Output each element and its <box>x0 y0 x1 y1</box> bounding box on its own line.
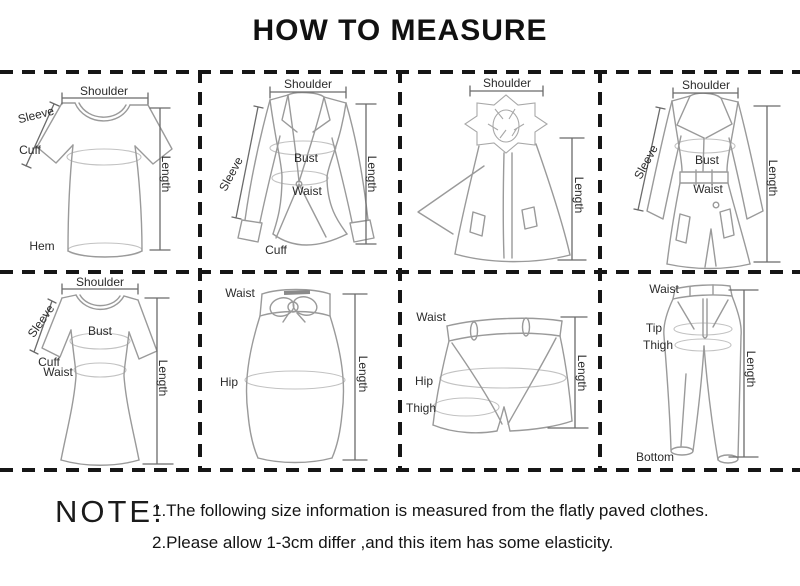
label-length: Length <box>156 359 170 397</box>
panel-trench-coat <box>600 74 800 270</box>
waistband-slot <box>284 292 310 293</box>
label-cuff: Cuff <box>19 143 41 157</box>
label-length: Length <box>356 355 370 393</box>
bust-waist-guides <box>70 333 130 377</box>
label-waist: Waist <box>416 310 446 324</box>
label-tip: Tip <box>645 321 663 335</box>
label-shoulder: Shoulder <box>75 275 125 289</box>
measure-lines <box>631 88 780 262</box>
fur-coat-illustration <box>400 74 600 270</box>
skirt-outline <box>247 290 344 463</box>
label-length: Length <box>744 350 758 388</box>
dress-illustration <box>0 274 200 470</box>
label-cuff: Cuff <box>265 243 287 257</box>
t-shirt-outline <box>37 103 172 257</box>
label-shoulder: Shoulder <box>681 78 731 92</box>
label-bust: Bust <box>694 153 720 167</box>
label-waist: Waist <box>292 184 322 198</box>
label-length: Length <box>575 354 589 392</box>
measure-lines <box>470 86 586 260</box>
label-length: Length <box>572 176 586 214</box>
label-hip: Hip <box>414 374 434 388</box>
label-shoulder: Shoulder <box>482 76 532 90</box>
label-waist: Waist <box>225 286 255 300</box>
fur-collar <box>465 95 547 153</box>
coat-outline <box>647 93 763 268</box>
label-bust: Bust <box>293 151 319 165</box>
label-sleeve: Sleeve <box>16 103 56 127</box>
pants-outline <box>664 285 741 463</box>
label-waist: Waist <box>43 365 73 379</box>
label-thigh: Thigh <box>642 338 674 352</box>
panel-skirt <box>200 274 400 470</box>
label-sleeve: Sleeve <box>24 301 58 341</box>
label-sleeve: Sleeve <box>631 142 661 182</box>
panel-t-shirt <box>0 74 200 270</box>
hip-guide <box>245 371 345 389</box>
panel-fur-collar-coat <box>400 74 600 270</box>
panel-blazer <box>200 74 400 270</box>
label-shoulder: Shoulder <box>283 77 333 91</box>
panel-pants <box>600 274 800 470</box>
pants-illustration <box>600 274 800 470</box>
label-hip: Hip <box>219 375 239 389</box>
label-sleeve: Sleeve <box>216 154 246 194</box>
label-bottom: Bottom <box>635 450 675 464</box>
note-heading: NOTE: <box>55 494 165 529</box>
label-thigh: Thigh <box>405 401 437 415</box>
label-cuff: Cuff <box>38 355 60 369</box>
blazer-outline <box>238 93 374 245</box>
skirt-illustration <box>200 274 400 470</box>
label-length: Length <box>365 155 379 193</box>
bust-hem-guides <box>67 149 142 257</box>
note-line-1: 1.The following size information is measured from the flatly paved clothes. <box>152 501 709 520</box>
label-length: Length <box>159 155 173 193</box>
label-waist: Waist <box>693 182 723 196</box>
hip-thigh-guides <box>433 368 566 416</box>
label-waist: Waist <box>649 282 679 296</box>
page-title: HOW TO MEASURE <box>252 14 548 47</box>
bust-guide <box>675 139 735 153</box>
coat-outline <box>418 144 570 262</box>
panel-shorts <box>400 274 600 470</box>
label-bust: Bust <box>87 324 113 338</box>
panel-dress <box>0 274 200 470</box>
dress-outline <box>42 295 157 465</box>
label-shoulder: Shoulder <box>79 84 129 98</box>
note-line-2: 2.Please allow 1-3cm differ ,and this item has some elasticity. <box>152 533 614 552</box>
shorts-illustration <box>400 274 600 470</box>
label-hem: Hem <box>29 239 55 253</box>
label-length: Length <box>766 159 780 197</box>
